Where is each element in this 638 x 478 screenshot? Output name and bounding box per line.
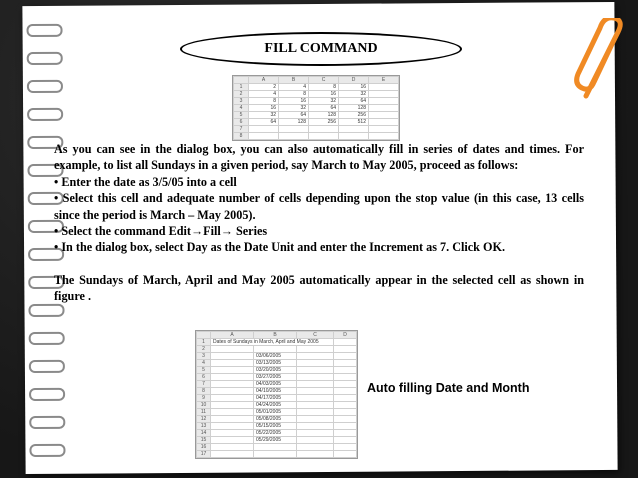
cell <box>211 451 254 458</box>
row-header: 1 <box>234 84 249 91</box>
table-row <box>197 409 357 416</box>
column-header: A <box>249 77 279 84</box>
table-row <box>197 353 357 360</box>
cell: 8 <box>309 84 339 91</box>
row-header: 4 <box>234 105 249 112</box>
row-header: 3 <box>234 98 249 105</box>
cell <box>254 346 297 353</box>
binder-ring <box>29 360 65 373</box>
cell <box>211 409 254 416</box>
cell: 03/20/2005 <box>254 367 297 374</box>
cell <box>279 126 309 133</box>
cell: 16 <box>279 98 309 105</box>
cell <box>211 444 254 451</box>
cell <box>297 367 334 374</box>
cell <box>297 451 334 458</box>
paragraph: The Sundays of March, April and May 2005 automatically appear in the selected cell as shown in figure . <box>54 272 584 304</box>
cell <box>297 409 334 416</box>
corner-cell <box>197 332 211 339</box>
binder-ring <box>27 52 63 65</box>
cell <box>309 126 339 133</box>
cell: 04/03/2005 <box>254 381 297 388</box>
cell: 03/13/2005 <box>254 360 297 367</box>
table-row <box>234 91 399 98</box>
cell <box>369 91 399 98</box>
cell <box>211 360 254 367</box>
cell <box>297 388 334 395</box>
row-header: 7 <box>234 126 249 133</box>
table-row <box>197 346 357 353</box>
cell: Dates of Sundays in March, April and May 2005 <box>211 339 334 346</box>
cell: 128 <box>279 119 309 126</box>
page-title: FILL COMMAND <box>264 41 378 56</box>
cell: 04/24/2005 <box>254 402 297 409</box>
paperclip-icon <box>572 18 630 102</box>
binder-ring <box>27 108 63 121</box>
binder-ring <box>27 80 63 93</box>
cell <box>334 444 357 451</box>
cell <box>297 430 334 437</box>
step-item: • In the dialog box, select Day as the Date Unit and enter the Increment as 7. Click OK. <box>54 240 506 255</box>
cell <box>339 126 369 133</box>
cell: 16 <box>309 91 339 98</box>
column-header: A <box>211 332 254 339</box>
cell <box>339 133 369 140</box>
cell <box>211 346 254 353</box>
instructions-text <box>54 141 584 305</box>
cell: 64 <box>279 112 309 119</box>
column-header: D <box>339 77 369 84</box>
cell: 03/06/2005 <box>254 353 297 360</box>
cell <box>297 381 334 388</box>
cell <box>297 423 334 430</box>
cell: 128 <box>339 105 369 112</box>
cell <box>334 346 357 353</box>
cell <box>297 416 334 423</box>
cell: 05/29/2005 <box>254 437 297 444</box>
step-item: • Select this cell and adequate number of cells depending upon the stop value (in this case, 13 cells since the period is March – May 2005). <box>54 191 584 222</box>
column-header: E <box>369 77 399 84</box>
cell: 512 <box>339 119 369 126</box>
cell <box>211 395 254 402</box>
cell: 4 <box>279 84 309 91</box>
cell <box>334 416 357 423</box>
row-header: 10 <box>197 402 211 409</box>
column-header: C <box>309 77 339 84</box>
table-row <box>197 402 357 409</box>
cell <box>369 112 399 119</box>
cell <box>334 374 357 381</box>
cell <box>211 374 254 381</box>
binder-ring <box>29 388 65 401</box>
cell: 128 <box>309 112 339 119</box>
table-row <box>197 381 357 388</box>
cell: 2 <box>249 84 279 91</box>
table-row <box>234 119 399 126</box>
cell <box>297 444 334 451</box>
cell <box>334 430 357 437</box>
binder-ring <box>29 332 65 345</box>
table-row <box>197 437 357 444</box>
row-header: 2 <box>234 91 249 98</box>
cell <box>369 133 399 140</box>
row-header: 16 <box>197 444 211 451</box>
cell <box>254 451 297 458</box>
cell <box>297 346 334 353</box>
cell <box>334 367 357 374</box>
cell <box>279 133 309 140</box>
cell <box>211 430 254 437</box>
table-row <box>234 133 399 140</box>
binder-ring <box>28 304 64 317</box>
cell <box>249 126 279 133</box>
paragraph: As you can see in the dialog box, you can also automatically fill in series of dates and times. For example, to list all Sundays in a given period, say March to May 2005, proceed as follows: <box>54 142 584 173</box>
cell <box>334 423 357 430</box>
cell <box>297 374 334 381</box>
corner-cell <box>234 77 249 84</box>
row-header: 4 <box>197 360 211 367</box>
title-oval <box>180 32 462 66</box>
cell <box>334 339 357 346</box>
table-row <box>197 374 357 381</box>
cell <box>211 437 254 444</box>
spreadsheet-sunday-dates <box>195 330 358 459</box>
row-header: 14 <box>197 430 211 437</box>
binder-ring <box>26 24 62 37</box>
table-row <box>197 360 357 367</box>
table-row <box>234 98 399 105</box>
cell: 8 <box>249 98 279 105</box>
cell <box>297 402 334 409</box>
row-header: 1 <box>197 339 211 346</box>
cell: 03/27/2005 <box>254 374 297 381</box>
cell <box>254 444 297 451</box>
row-header: 7 <box>197 381 211 388</box>
cell <box>369 126 399 133</box>
cell <box>249 133 279 140</box>
row-header: 5 <box>197 367 211 374</box>
row-header: 13 <box>197 423 211 430</box>
figure-caption: Auto filling Date and Month <box>367 381 530 395</box>
spreadsheet-fill-series <box>232 75 400 141</box>
table-row <box>197 367 357 374</box>
cell: 256 <box>339 112 369 119</box>
cell: 32 <box>249 112 279 119</box>
cell <box>369 84 399 91</box>
row-header: 11 <box>197 409 211 416</box>
cell: 32 <box>309 98 339 105</box>
cell <box>211 381 254 388</box>
cell <box>334 360 357 367</box>
cell <box>211 423 254 430</box>
cell: 05/08/2005 <box>254 416 297 423</box>
cell: 16 <box>249 105 279 112</box>
cell: 8 <box>279 91 309 98</box>
table-row <box>234 105 399 112</box>
binder-ring <box>29 416 65 429</box>
table-row <box>197 451 357 458</box>
cell <box>334 388 357 395</box>
cell: 04/10/2005 <box>254 388 297 395</box>
cell <box>297 353 334 360</box>
column-header: B <box>254 332 297 339</box>
row-header: 5 <box>234 112 249 119</box>
cell: 64 <box>249 119 279 126</box>
cell <box>297 437 334 444</box>
cell <box>211 402 254 409</box>
column-header: D <box>334 332 357 339</box>
cell <box>334 395 357 402</box>
row-header: 6 <box>234 119 249 126</box>
step-item: • Enter the date as 3/5/05 into a cell <box>54 174 237 189</box>
cell: 64 <box>309 105 339 112</box>
table-row <box>197 423 357 430</box>
cell <box>211 416 254 423</box>
binder-ring <box>29 444 65 457</box>
cell <box>211 388 254 395</box>
table-row <box>197 339 357 346</box>
cell <box>369 98 399 105</box>
cell <box>334 402 357 409</box>
column-header: C <box>297 332 334 339</box>
cell <box>211 353 254 360</box>
row-header: 6 <box>197 374 211 381</box>
cell <box>297 360 334 367</box>
cell <box>334 437 357 444</box>
cell: 32 <box>339 91 369 98</box>
cell <box>334 409 357 416</box>
cell: 16 <box>339 84 369 91</box>
cell: 05/22/2005 <box>254 430 297 437</box>
cell: 64 <box>339 98 369 105</box>
cell: 256 <box>309 119 339 126</box>
column-header: B <box>279 77 309 84</box>
cell: 05/15/2005 <box>254 423 297 430</box>
row-header: 3 <box>197 353 211 360</box>
row-header: 8 <box>197 388 211 395</box>
cell <box>211 367 254 374</box>
row-header: 15 <box>197 437 211 444</box>
cell <box>369 105 399 112</box>
table-row <box>197 395 357 402</box>
cell <box>309 133 339 140</box>
table-row <box>197 430 357 437</box>
cell <box>334 381 357 388</box>
cell <box>334 353 357 360</box>
cell: 04/17/2005 <box>254 395 297 402</box>
table-row <box>234 112 399 119</box>
table-row <box>234 126 399 133</box>
row-header: 17 <box>197 451 211 458</box>
cell <box>334 451 357 458</box>
table-row <box>197 416 357 423</box>
table-row <box>197 444 357 451</box>
row-header: 12 <box>197 416 211 423</box>
table-row <box>197 388 357 395</box>
cell <box>369 119 399 126</box>
cell <box>297 395 334 402</box>
row-header: 2 <box>197 346 211 353</box>
table-row <box>234 84 399 91</box>
row-header: 8 <box>234 133 249 140</box>
row-header: 9 <box>197 395 211 402</box>
step-item: • Select the command Edit→Fill→ Series <box>54 224 268 239</box>
cell: 4 <box>249 91 279 98</box>
cell: 05/01/2005 <box>254 409 297 416</box>
cell: 32 <box>279 105 309 112</box>
